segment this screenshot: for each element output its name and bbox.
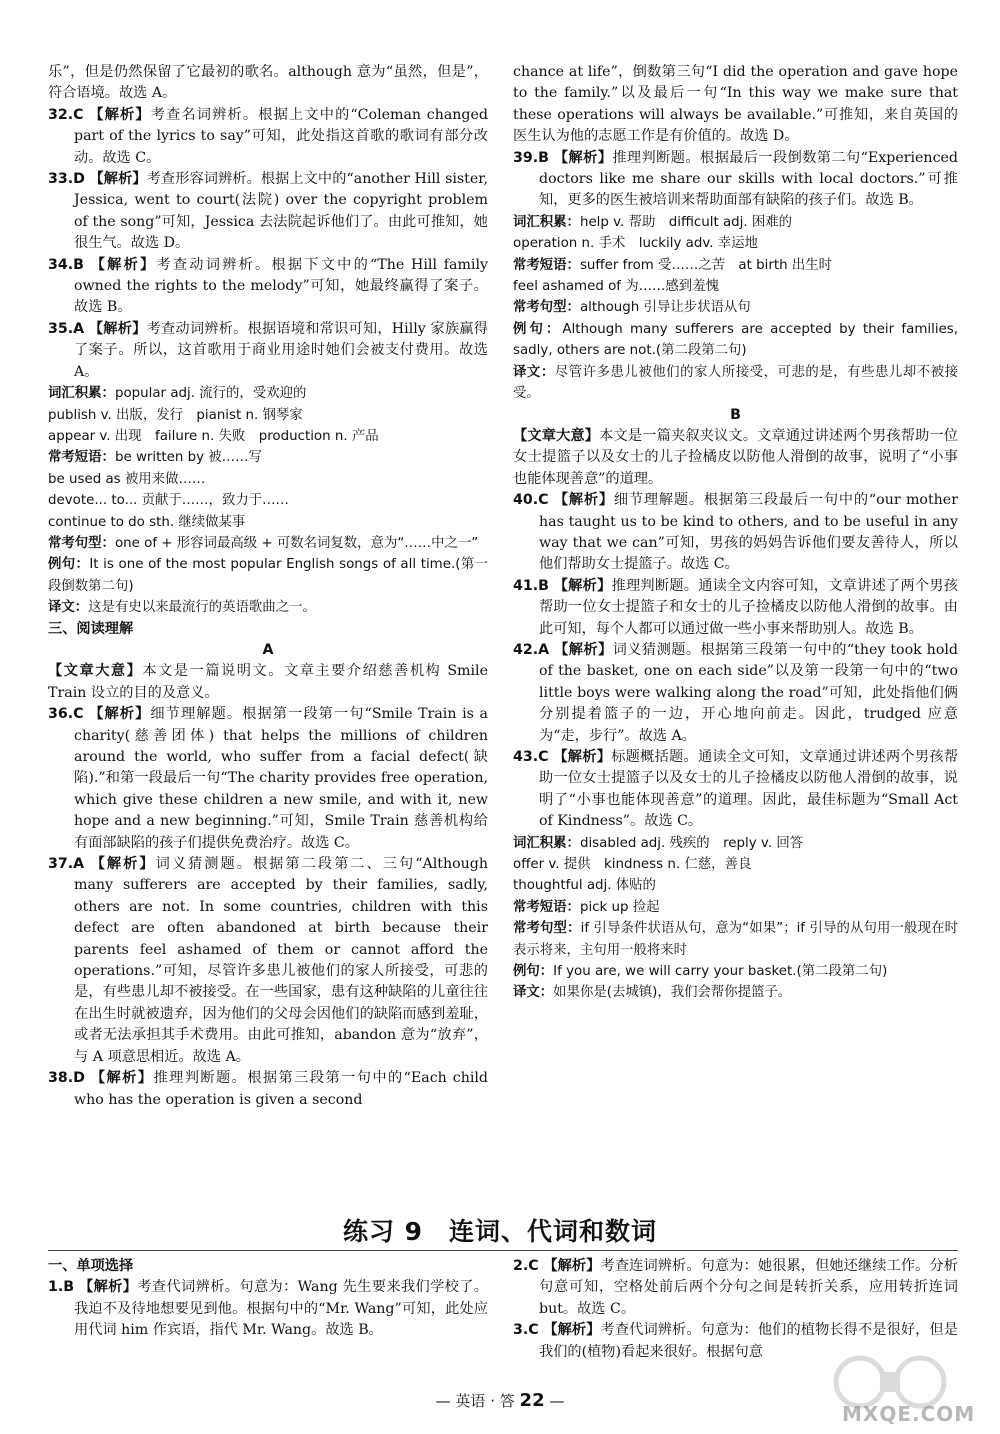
- vocab-text: pick up 捡起: [579, 899, 660, 915]
- vocab-text: devote... to... 贡献于……，致力于……: [48, 493, 289, 509]
- vocab-text: thoughtful adj. 体贴的: [513, 878, 656, 894]
- left-column: [48, 62, 488, 1111]
- answer-number: 35.A: [48, 320, 85, 337]
- answer-item: [48, 105, 488, 169]
- answer-number: 39.B: [513, 149, 549, 166]
- answer-item: [513, 576, 958, 640]
- vocab-line: [48, 554, 488, 597]
- analysis-text: 推理判断题。根据最后一段倒数第二句“Experienced doctors like me share our skills with local doctors.”可推知，更多的医生被培训来帮助面部有缺陷的孩子们。故选 B。: [539, 149, 958, 209]
- passage-heading: B: [730, 406, 741, 423]
- vocab-line: [48, 512, 488, 533]
- analysis-text: 词义猜测题。根据第二段第二、三句“Although many sufferers are accepted by their families, sadly, others are not. In some countries, children with this defect are often abandoned at birth because their parents feel ashamed of them or cannot afford the operations.”可知，尽管许多患儿被他们的家人所接受，可悲的是，有些患儿却不被接受。在一些国家，患有这种缺陷的儿童往往在出生时就被遗弃，因为他们的父母会因他们的缺陷而感到羞耻，或者无法承担其手术费用。由此可推知，abandon 意为“放弃”，与 A 项意思相近。故选 A。: [74, 856, 488, 1065]
- vocab-label: 常考句型：: [48, 535, 115, 551]
- vocab-text: disabled adj. 残疾的 reply v. 回答: [579, 835, 804, 851]
- vocab-text: 如果你是(去城镇)，我们会帮你提篮子。: [553, 985, 792, 1001]
- answer-number: 43.C: [513, 749, 549, 765]
- vocab-label: 常考句型：: [513, 921, 581, 937]
- vocab-label: 例句：: [48, 557, 90, 573]
- vocab-line: [513, 212, 958, 233]
- analysis-tag: 【解析】: [89, 106, 151, 123]
- vocab-label: 常考句型：: [513, 300, 580, 316]
- footer-dash-left: —: [435, 1392, 456, 1410]
- vocab-line: [48, 490, 488, 511]
- answer-number: 41.B: [513, 577, 549, 594]
- vocab-text: be written by 被……写: [114, 450, 262, 466]
- section-heading: 一、单项选择: [48, 1258, 134, 1274]
- vocab-text: appear v. 出现 failure n. 失败 production n. 产品: [48, 428, 379, 444]
- vocab-line: [513, 297, 958, 318]
- section-heading: 三、阅读理解: [48, 620, 134, 637]
- answer-number: 42.A: [513, 641, 550, 658]
- answer-item: [513, 490, 958, 576]
- bottom-right-column: [513, 1256, 958, 1363]
- answer-item: [48, 854, 488, 1068]
- right-column: [513, 62, 958, 1004]
- analysis-tag: 【解析】: [90, 856, 156, 873]
- analysis-tag: 【解析】: [554, 641, 613, 658]
- vocab-text: It is one of the most popular English songs of all time.(第一段倒数第二句): [48, 557, 489, 594]
- continued-text: 乐”，但是仍然保留了它最初的歌名。although 意为“虽然，但是”，符合语境。故选 A。: [48, 64, 488, 102]
- vocab-text: Although many sufferers are accepted by their families, sadly, others are not.(第二段第二句): [513, 321, 959, 359]
- vocab-line: [513, 833, 958, 854]
- analysis-text: 细节理解题。根据第三段最后一句中的“our mother has taught us to be kind to others, and to be useful in any way that we can”可知，男孩的妈妈告诉他们要友善待人，所以他们帮助女士提篮子。故选 C。: [539, 492, 958, 573]
- answer-item: [48, 169, 488, 255]
- answer-number: 32.C: [48, 106, 84, 123]
- vocab-line: [513, 918, 958, 961]
- page-number: 22: [519, 1390, 545, 1411]
- answer-number: 40.C: [513, 492, 549, 509]
- answer-number: 36.C: [48, 706, 84, 723]
- answer-item: [48, 704, 488, 854]
- analysis-tag: 【解析】: [90, 1070, 154, 1087]
- vocab-line: [513, 319, 958, 362]
- analysis-tag: 【解析】: [553, 749, 612, 765]
- answer-item: [48, 1068, 488, 1111]
- footer-suffix: 答: [499, 1392, 515, 1410]
- vocab-text: If you are, we will carry your basket.(第二段第二句): [553, 964, 888, 980]
- vocab-label: 常考短语：: [48, 450, 115, 466]
- answer-item: [513, 1256, 958, 1320]
- analysis-text: 考查形容词辨析。根据上文中的“another Hill sister, Jessica, went to court(法院) over the copyright problem of the song”可知，Jessica 去法院起诉他们了。由此可推知，她很生气。故选 D。: [74, 171, 488, 252]
- analysis-tag: 【解析】: [553, 492, 614, 509]
- analysis-text: 推理判断题。通读全文内容可知，文章讲述了两个男孩帮助一位女士提篮子和女士的儿子捡橘皮以防他人滑倒的故事。由此可知，每个人都可以通过做一些小事来帮助别人。故选 B。: [539, 577, 958, 637]
- vocab-text: help v. 帮助 difficult adj. 困难的: [579, 214, 793, 230]
- vocab-line: [48, 597, 488, 618]
- footer-dash-right: —: [549, 1392, 565, 1410]
- vocab-line: [513, 982, 958, 1003]
- analysis-tag: 【解析】: [78, 1279, 138, 1296]
- analysis-tag: 【解析】: [543, 1258, 601, 1274]
- answer-number: 2.C: [513, 1258, 539, 1274]
- vocab-line: [513, 362, 958, 405]
- summary-text: 本文是一篇夹叙夹议文。文章通过讲述两个男孩帮助一位女士提篮子以及女士的儿子捡橘皮以防他人滑倒的故事，说明了“小事也能体现善意”的道理。: [513, 427, 958, 487]
- summary-tag: 【文章大意】: [48, 663, 143, 680]
- vocab-label: 译文：: [48, 600, 89, 616]
- vocab-line: [48, 447, 488, 468]
- vocab-label: 译文：: [513, 985, 554, 1001]
- vocab-line: [48, 405, 488, 426]
- vocab-line: [513, 233, 958, 254]
- vocab-label: 译文：: [513, 364, 555, 380]
- analysis-text: 考查动词辨析。根据语境和常识可知，Hilly 家族赢得了案子。所以，这首歌用于商业用途时她们会被支付费用。故选 A。: [74, 320, 488, 380]
- vocab-text: offer v. 提供 kindness n. 仁慈，善良: [513, 857, 752, 873]
- vocab-text: one of + 形容词最高级 + 可数名词复数，意为“……中之一”: [114, 535, 479, 551]
- answer-number: 38.D: [48, 1070, 85, 1087]
- answer-number: 3.C: [513, 1322, 539, 1339]
- analysis-tag: 【解析】: [543, 1322, 601, 1339]
- analysis-tag: 【解析】: [90, 256, 157, 273]
- vocab-label: 例句：: [513, 321, 563, 337]
- answer-item: [48, 255, 488, 319]
- analysis-text: 考查动词辨析。根据下文中的“The Hill family owned the rights to the melody”可知，她最终赢得了案子。故选 B。: [74, 256, 488, 316]
- analysis-text: 推理判断题。根据第三段第一句中的“Each child who has the operation is given a second: [74, 1070, 488, 1108]
- vocab-text: 尽管许多患儿被他们的家人所接受，可悲的是，有些患儿却不被接受。: [513, 364, 959, 402]
- section-title: 练习 9 连词、代词和数词: [342, 1217, 658, 1246]
- article-summary: [513, 426, 958, 490]
- vocab-text: 这是有史以来最流行的英语歌曲之一。: [88, 600, 316, 616]
- answer-number: 34.B: [48, 256, 84, 273]
- bottom-left-column: [48, 1256, 488, 1342]
- summary-text: 本文是一篇说明文。文章主要介绍慈善机构 Smile Train 设立的目的及意义。: [48, 663, 488, 701]
- analysis-tag: 【解析】: [553, 577, 612, 594]
- vocab-line: [513, 276, 958, 297]
- vocab-text: suffer from 受……之苦 at birth 出生时: [579, 257, 833, 273]
- answer-number: 37.A: [48, 856, 85, 873]
- vocab-label: 例句：: [513, 964, 554, 980]
- continued-text: chance at life”，倒数第三句“I did the operation and gave hope to the family.”以及最后一句“In this way we make sure that these operations will always be available.”可推知，来自英国的医生认为他的志愿工作是有价值的。故选 D。: [513, 64, 958, 145]
- answer-item: [48, 1277, 488, 1341]
- vocab-text: although 引导让步状语从句: [579, 300, 751, 316]
- vocab-label: 常考短语：: [513, 899, 580, 915]
- analysis-tag: 【解析】: [88, 320, 147, 337]
- vocab-line: [513, 875, 958, 896]
- vocab-line: [48, 469, 488, 490]
- vocab-line: [513, 255, 958, 276]
- analysis-tag: 【解析】: [89, 171, 147, 188]
- vocab-label: 常考短语：: [513, 257, 580, 273]
- footer-subject: 英语: [455, 1392, 486, 1410]
- analysis-text: 词义猜测题。根据第三段第一句中的“they took hold of the basket, one on each side”以及第一段第一句中的“two little boys were walking along the road”可知，此处指他们俩分别提着篮子的一边，开心地向前走。因此，trudged 应意为“走，步行”。故选 A。: [539, 641, 958, 744]
- answer-item: [48, 319, 488, 383]
- vocab-label: 词汇积累：: [513, 214, 580, 230]
- analysis-tag: 【解析】: [89, 706, 151, 723]
- vocab-line: [513, 854, 958, 875]
- analysis-text: 标题概括题。通读全文可知，文章通过讲述两个男孩帮助一位女士提篮子以及女士的儿子捡橘皮以防他人滑倒的故事，说明了“小事也能体现善意”的道理。因此，最佳标题为“Small Act of Kindness”。故选 C。: [539, 749, 958, 830]
- watermark-text: MXQE.COM: [842, 1402, 976, 1426]
- answer-number: 1.B: [48, 1279, 75, 1296]
- title-divider: [48, 1250, 958, 1251]
- vocab-line: [48, 426, 488, 447]
- summary-tag: 【文章大意】: [513, 427, 600, 444]
- analysis-text: 考查名词辨析。根据上文中的“Coleman changed part of the lyrics to say”可知，此处指这首歌的歌词有部分改动。故选 C。: [74, 106, 488, 166]
- vocab-text: if 引导条件状语从句，意为“如果”；if 引导的从句用一般现在时表示将来，主句用一般将来时: [513, 921, 958, 958]
- analysis-text: 考查代词辨析。句意为：他们的植物长得不是很好，但是我们的(植物)看起来很好。根据句意: [539, 1322, 958, 1360]
- vocab-label: 词汇积累：: [513, 835, 580, 851]
- vocab-line: [48, 383, 488, 404]
- analysis-tag: 【解析】: [553, 149, 613, 166]
- vocab-line: [48, 533, 488, 554]
- vocab-label: 词汇积累：: [48, 386, 115, 402]
- answer-number: 33.D: [48, 171, 85, 188]
- vocab-text: feel ashamed of 为……感到羞愧: [513, 279, 719, 295]
- answer-item: [513, 747, 958, 833]
- analysis-text: 细节理解题。根据第一段第一句“Smile Train is a charity(慈善团体) that helps the millions of children around the world, who suffer from a facial defect(缺陷).”和第一段最后一句“The charity provides free operation, which give these children a new smile, and with it, new hope and a new beginning.”可知，Smile Train 慈善机构给有面部缺陷的孩子们提供免费治疗。故选 C。: [74, 706, 488, 851]
- vocab-text: operation n. 手术 luckily adv. 幸运地: [513, 236, 758, 252]
- footer-separator: ·: [490, 1392, 495, 1410]
- vocab-text: continue to do sth. 继续做某事: [48, 514, 246, 530]
- analysis-text: 考查代词辨析。句意为：Wang 先生要来我们学校了。我迫不及待地想要见到他。根据句中的“Mr. Wang”可知，此处应用代词 him 作宾语，指代 Mr. Wang。故选 B。: [74, 1279, 488, 1339]
- vocab-text: be used as 被用来做……: [48, 471, 206, 487]
- answer-item: [513, 640, 958, 747]
- article-summary: [48, 661, 488, 704]
- vocab-text: publish v. 出版，发行 pianist n. 钢琴家: [48, 407, 303, 423]
- vocab-line: [513, 961, 958, 982]
- passage-heading: A: [262, 641, 274, 658]
- vocab-text: popular adj. 流行的，受欢迎的: [114, 386, 307, 402]
- answer-item: [513, 148, 958, 212]
- vocab-line: [513, 897, 958, 918]
- analysis-text: 考查连词辨析。句意为：她很累，但她还继续工作。分析句意可知，空格处前后两个分句之间是转折关系，应用转折连词 but。故选 C。: [539, 1258, 958, 1317]
